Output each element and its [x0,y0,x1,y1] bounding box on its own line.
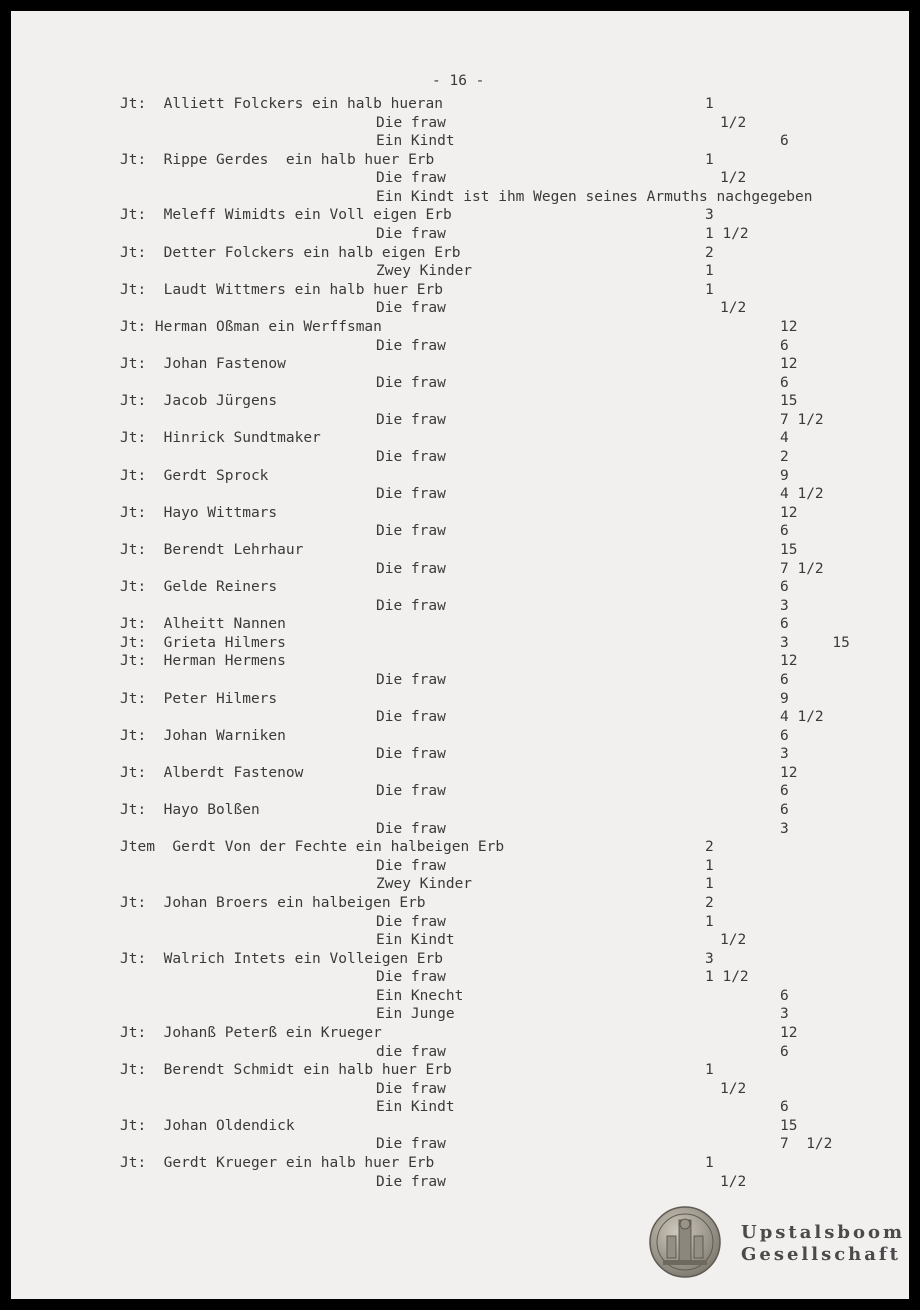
amount-col-3: 7 1/2 [780,1136,833,1153]
amount-col-1: 1 [705,263,714,280]
entry-name: Jt: Grieta Hilmers [120,634,286,651]
amount-col-3: 6 [780,727,789,744]
entry-name: Jt: Hayo Wittmars [120,504,278,521]
entry-name: Jt: Jacob Jürgens [120,393,278,410]
amount-col-3: 6 [780,783,789,800]
entry-subline: Die fraw [376,597,446,614]
amount-col-3: 6 [780,523,789,540]
amount-col-3: 3 [780,746,789,763]
amount-col-3: 3 [780,1006,789,1023]
entry-name: Jt: Laudt Wittmers ein halb huer Erb [120,281,444,298]
amount-col-1: 1 [705,913,714,930]
amount-col-1: 2 [705,244,714,261]
amount-col-2: 1/2 [720,1173,747,1190]
amount-col-1: 1 [705,857,714,874]
amount-col-3: 6 [780,579,789,596]
amount-col-3: 6 [780,987,789,1004]
amount-col-3: 6 [780,133,789,150]
entry-name: Jt: Hinrick Sundtmaker [120,430,321,447]
entry-name: Jt: Johan Warniken [120,727,286,744]
amount-col-3: 12 [780,356,798,373]
entry-subline: Die fraw [376,114,446,131]
document-page [11,11,909,1299]
entry-subline: Die fraw [376,913,446,930]
amount-col-2: 1/2 [720,300,747,317]
entry-subline: Die fraw [376,300,446,317]
amount-col-3: 6 [780,337,789,354]
amount-col-1: 1 [705,1062,714,1079]
amount-col-3: 4 1/2 [780,486,824,503]
amount-col-3: 4 [780,430,789,447]
entry-subline: Die fraw [376,486,446,503]
entry-name: Jt: Herman Oßman ein Werffsman [120,318,382,335]
entry-name: Jt: Berendt Schmidt ein halb huer Erb [120,1062,452,1079]
entry-subline: Die fraw [376,709,446,726]
entry-subline: Die fraw [376,226,446,243]
entry-subline: Die fraw [376,783,446,800]
entry-subline: Die fraw [376,857,446,874]
amount-col-3: 12 [780,764,798,781]
entry-subline: Ein Kindt [376,932,455,949]
amount-col-3: 15 [780,393,798,410]
entry-subline: die fraw [376,1043,446,1060]
entry-subline: Die fraw [376,746,446,763]
amount-col-3: 4 1/2 [780,709,824,726]
entry-name: Jt: Peter Hilmers [120,690,278,707]
amount-col-1: 1 [705,281,714,298]
entry-subline: Die fraw [376,449,446,466]
entry-name: Jt: Johan Broers ein halbeigen Erb [120,894,426,911]
amount-col-3: 3 [780,597,789,614]
amount-col-1: 1 [705,876,714,893]
entry-subline: Zwey Kinder [376,876,473,893]
amount-col-3: 3 15 [780,634,850,651]
entry-subline: Die fraw [376,560,446,577]
amount-col-2: 1/2 [720,114,747,131]
entry-subline: Die fraw [376,1080,446,1097]
entry-subline: Ein Knecht [376,987,464,1004]
amount-col-1: 1 [705,1155,714,1172]
entry-subline: Die fraw [376,337,446,354]
amount-col-2: 1/2 [720,1080,747,1097]
entry-name: Jt: Meleff Wimidts ein Voll eigen Erb [120,207,452,224]
entry-name: Jt: Alheitt Nannen [120,616,286,633]
entry-subline: Die fraw [376,523,446,540]
amount-col-3: 2 [780,449,789,466]
amount-col-1: 1 [705,151,714,168]
amount-col-3: 6 [780,374,789,391]
entry-name: Jt: Gerdt Sprock [120,467,269,484]
amount-col-3: 12 [780,504,798,521]
amount-col-2: 1/2 [720,932,747,949]
entry-name: Jt: Johanß Peterß ein Krueger [120,1025,382,1041]
amount-col-3: 15 [780,541,798,558]
amount-col-1: 1 1/2 [705,969,749,986]
entry-subline: Ein Kindt ist ihm Wegen seines Armuths nachgegeben [376,188,813,205]
entry-name: Jt: Gerdt Krueger ein halb huer Erb [120,1155,435,1172]
amount-col-1: 1 [705,96,714,112]
amount-col-3: 12 [780,318,798,335]
amount-col-3: 9 [780,690,789,707]
page-number: - 16 - [432,73,485,89]
amount-col-1: 1 1/2 [705,226,749,243]
amount-col-3: 12 [780,653,798,670]
entry-subline: Die fraw [376,820,446,837]
amount-col-3: 6 [780,1043,789,1060]
entry-name: Jt: Gelde Reiners [120,579,278,596]
amount-col-3: 9 [780,467,789,484]
entry-subline: Die fraw [376,411,446,428]
amount-col-1: 2 [705,839,714,856]
entry-subline: Die fraw [376,1173,446,1190]
amount-col-3: 6 [780,616,789,633]
amount-col-3: 15 [780,1117,798,1134]
entry-subline: Die fraw [376,1136,446,1153]
logo-line-2: Gesellschaft [741,1244,901,1265]
entry-name: Jt: Walrich Intets ein Volleigen Erb [120,950,444,967]
entry-subline: Ein Kindt [376,133,455,150]
amount-col-3: 7 1/2 [780,560,824,577]
entry-name: Jt: Johan Fastenow [120,356,286,373]
amount-col-1: 2 [705,894,714,911]
entry-subline: Die fraw [376,170,446,187]
entry-subline: Die fraw [376,374,446,391]
amount-col-1: 3 [705,207,714,224]
amount-col-2: 1/2 [720,170,747,187]
entry-subline: Die fraw [376,969,446,986]
amount-col-1: 3 [705,950,714,967]
entry-subline: Zwey Kinder [376,263,473,280]
entry-name: Jt: Alberdt Fastenow [120,764,304,781]
entry-subline: Die fraw [376,671,446,688]
amount-col-3: 3 [780,820,789,837]
entry-subline: Ein Junge [376,1006,455,1023]
logo-line-1: Upstalsboom [741,1222,906,1243]
seal-logo-icon [649,1206,721,1278]
amount-col-3: 6 [780,1099,789,1116]
amount-col-3: 6 [780,802,789,819]
entry-name: Jt: Hayo Bolßen [120,802,260,819]
entry-name: Jt: Berendt Lehrhaur [120,541,304,558]
amount-col-3: 12 [780,1025,798,1041]
entry-name: Jt: Alliett Folckers ein halb hueran [120,96,444,112]
entry-name: Jt: Herman Hermens [120,653,286,670]
logo-wordmark [741,1222,905,1266]
entry-name: Jt: Johan Oldendick [120,1117,295,1134]
amount-col-3: 6 [780,671,789,688]
entry-subline: Ein Kindt [376,1099,455,1116]
entry-name: Jt: Detter Folckers ein halb eigen Erb [120,244,461,261]
amount-col-3: 7 1/2 [780,411,824,428]
entry-name: Jt: Rippe Gerdes ein halb huer Erb [120,151,435,168]
entry-name: Jtem Gerdt Von der Fechte ein halbeigen Erb [120,839,505,856]
